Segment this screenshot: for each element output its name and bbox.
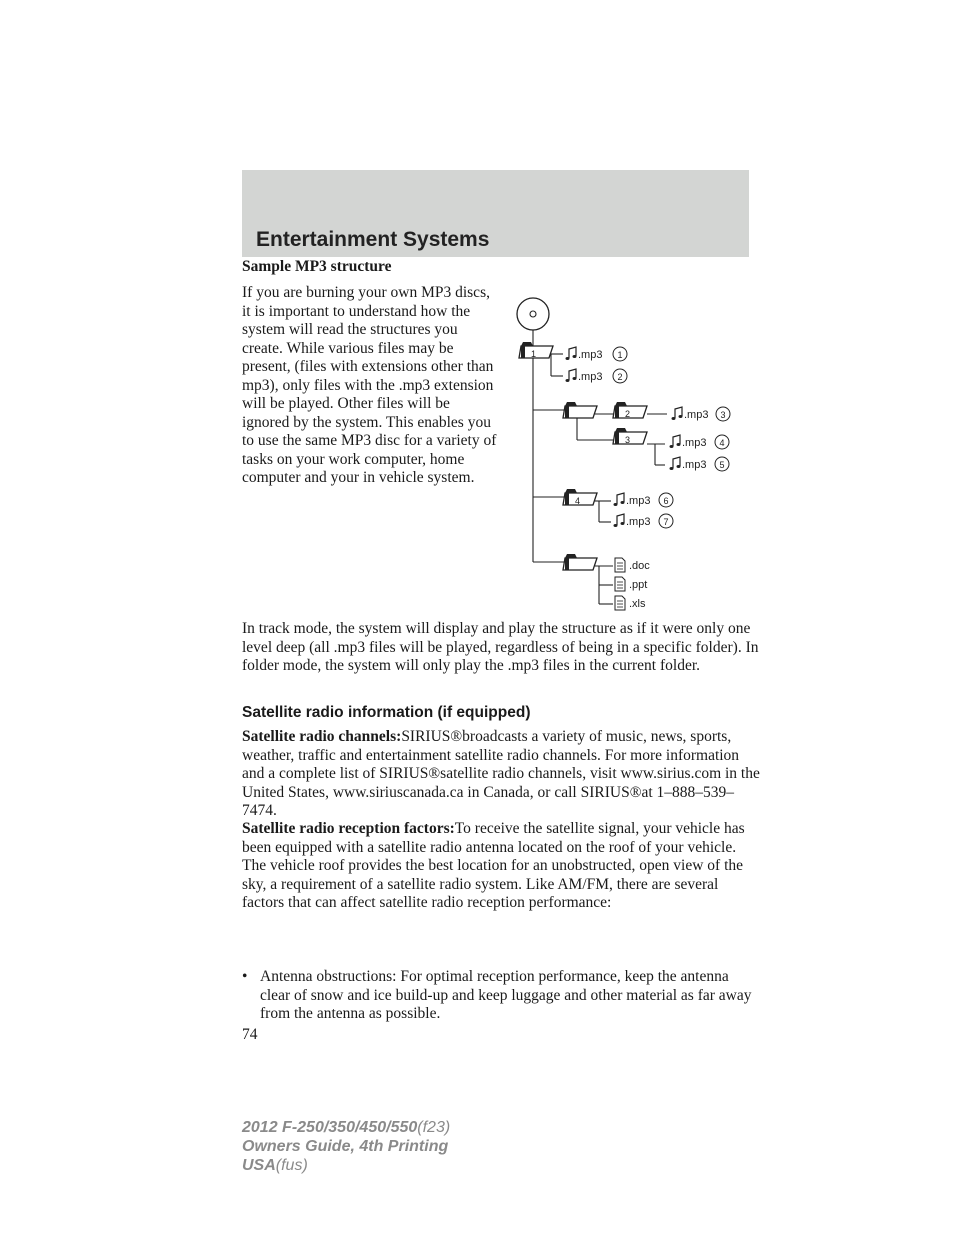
svg-text:2: 2 [617, 372, 623, 382]
music-note-icon [566, 347, 577, 360]
svg-text:.doc: .doc [629, 560, 650, 572]
svg-text:4: 4 [719, 438, 725, 448]
bullet-item [242, 968, 762, 1024]
bullet-text: Antenna obstructions: For optimal reception performance, keep the antenna clear of snow and ice build-up and keep luggage and other material as far away from the antenna as possible. [260, 968, 752, 1022]
folder-icon [519, 342, 553, 359]
document-icon [615, 577, 625, 591]
svg-text:6: 6 [663, 496, 669, 506]
svg-text:.mp3: .mp3 [578, 371, 603, 383]
satellite-factors-paragraph [242, 820, 762, 913]
bullet-dot-icon: • [242, 968, 248, 985]
svg-text:.mp3: .mp3 [626, 495, 651, 507]
footer-model-code: (f23) [417, 1119, 451, 1136]
svg-text:7: 7 [663, 517, 669, 527]
mp3-file [614, 514, 674, 528]
section-title: Entertainment Systems [256, 228, 490, 251]
track-mode-paragraph: In track mode, the system will display and play the structure as if it were only one level deep (all .mp3 files will be played, regardless of being in a specific folder). In folder mode, the system will only play the .mp3 files in the current folder. [242, 620, 759, 674]
disc-icon [517, 298, 549, 330]
svg-text:.mp3: .mp3 [684, 409, 709, 421]
satellite-factors-text: To receive the satellite signal, your vehicle has been equipped with a satellite radio antenna located on the roof of your vehicle. The vehicle roof provides the best location for an unobstructed, open view of the sky, a requirement of a satellite radio system. Like AM/FM, there are several factors that can affect satellite radio reception performance: [242, 820, 745, 911]
satellite-channels-lead: Satellite radio channels: [242, 728, 402, 745]
folder-4-label: 4 [575, 496, 581, 506]
folder-2-label: 2 [625, 409, 631, 419]
doc-file [615, 558, 650, 572]
mp3-file [566, 369, 628, 383]
mp3-heading: Sample MP3 structure [242, 258, 392, 275]
svg-text:.mp3: .mp3 [682, 459, 707, 471]
music-note-icon [670, 457, 681, 470]
satellite-channels-text: SIRIUS®broadcasts a variety of music, news, sports, weather, traffic and entertainment satellite radio channels. For more information and a complete list of SIRIUS®satellite radio channels, visit www.sirius.com in the United States, www.siriuscanada.ca in Canada, or call SIRIUS®at 1–888–539–7474. [242, 728, 760, 819]
folder-icon [563, 402, 597, 418]
ppt-file [615, 577, 647, 591]
footer-model: 2012 F-250/350/450/550 [242, 1119, 418, 1136]
footer-printing: Owners Guide, 4th Printing [242, 1138, 449, 1155]
mp3-file [670, 435, 730, 449]
footer [242, 1118, 450, 1175]
mp3-file [670, 457, 730, 471]
footer-market-code: (fus) [275, 1157, 308, 1174]
folder-icon [613, 402, 647, 419]
xls-file [615, 596, 646, 610]
svg-text:.mp3: .mp3 [626, 516, 651, 528]
page-number: 74 [242, 1026, 258, 1043]
svg-text:.xls: .xls [629, 598, 646, 610]
satellite-factors-lead: Satellite radio reception factors: [242, 820, 455, 837]
folder-3-label: 3 [625, 435, 631, 445]
svg-text:.ppt: .ppt [629, 579, 648, 591]
mp3-intro-paragraph: If you are burning your own MP3 discs, it is important to understand how the system will read the structures you create. While various files may be present, (files with extensions other than mp3), only files with the .mp3 extension will be played. Other files will be ignored by the system. This enables you to use the same MP3 disc for a variety of tasks on your work computer, home computer and your in vehicle system. [242, 284, 497, 486]
music-note-icon [566, 369, 577, 382]
folder-icon [563, 489, 597, 506]
svg-text:3: 3 [720, 410, 726, 420]
mp3-file [614, 493, 674, 507]
svg-text:1: 1 [617, 350, 623, 360]
footer-market: USA [242, 1157, 276, 1174]
music-note-icon [672, 407, 683, 420]
folder-1-label: 1 [531, 349, 537, 359]
music-note-icon [614, 514, 625, 527]
svg-text:.mp3: .mp3 [578, 349, 603, 361]
satellite-channels-paragraph [242, 728, 762, 821]
document-icon [615, 596, 625, 610]
document-icon [615, 558, 625, 572]
music-note-icon [670, 435, 681, 448]
mp3-file [672, 407, 731, 421]
mp3-file [566, 347, 628, 361]
folder-icon [613, 428, 647, 445]
svg-text:.mp3: .mp3 [682, 437, 707, 449]
music-note-icon [614, 493, 625, 506]
folder-icon [563, 554, 597, 570]
satellite-heading: Satellite radio information (if equipped) [242, 704, 531, 721]
mp3-structure-diagram [505, 290, 755, 620]
svg-text:5: 5 [719, 460, 725, 470]
